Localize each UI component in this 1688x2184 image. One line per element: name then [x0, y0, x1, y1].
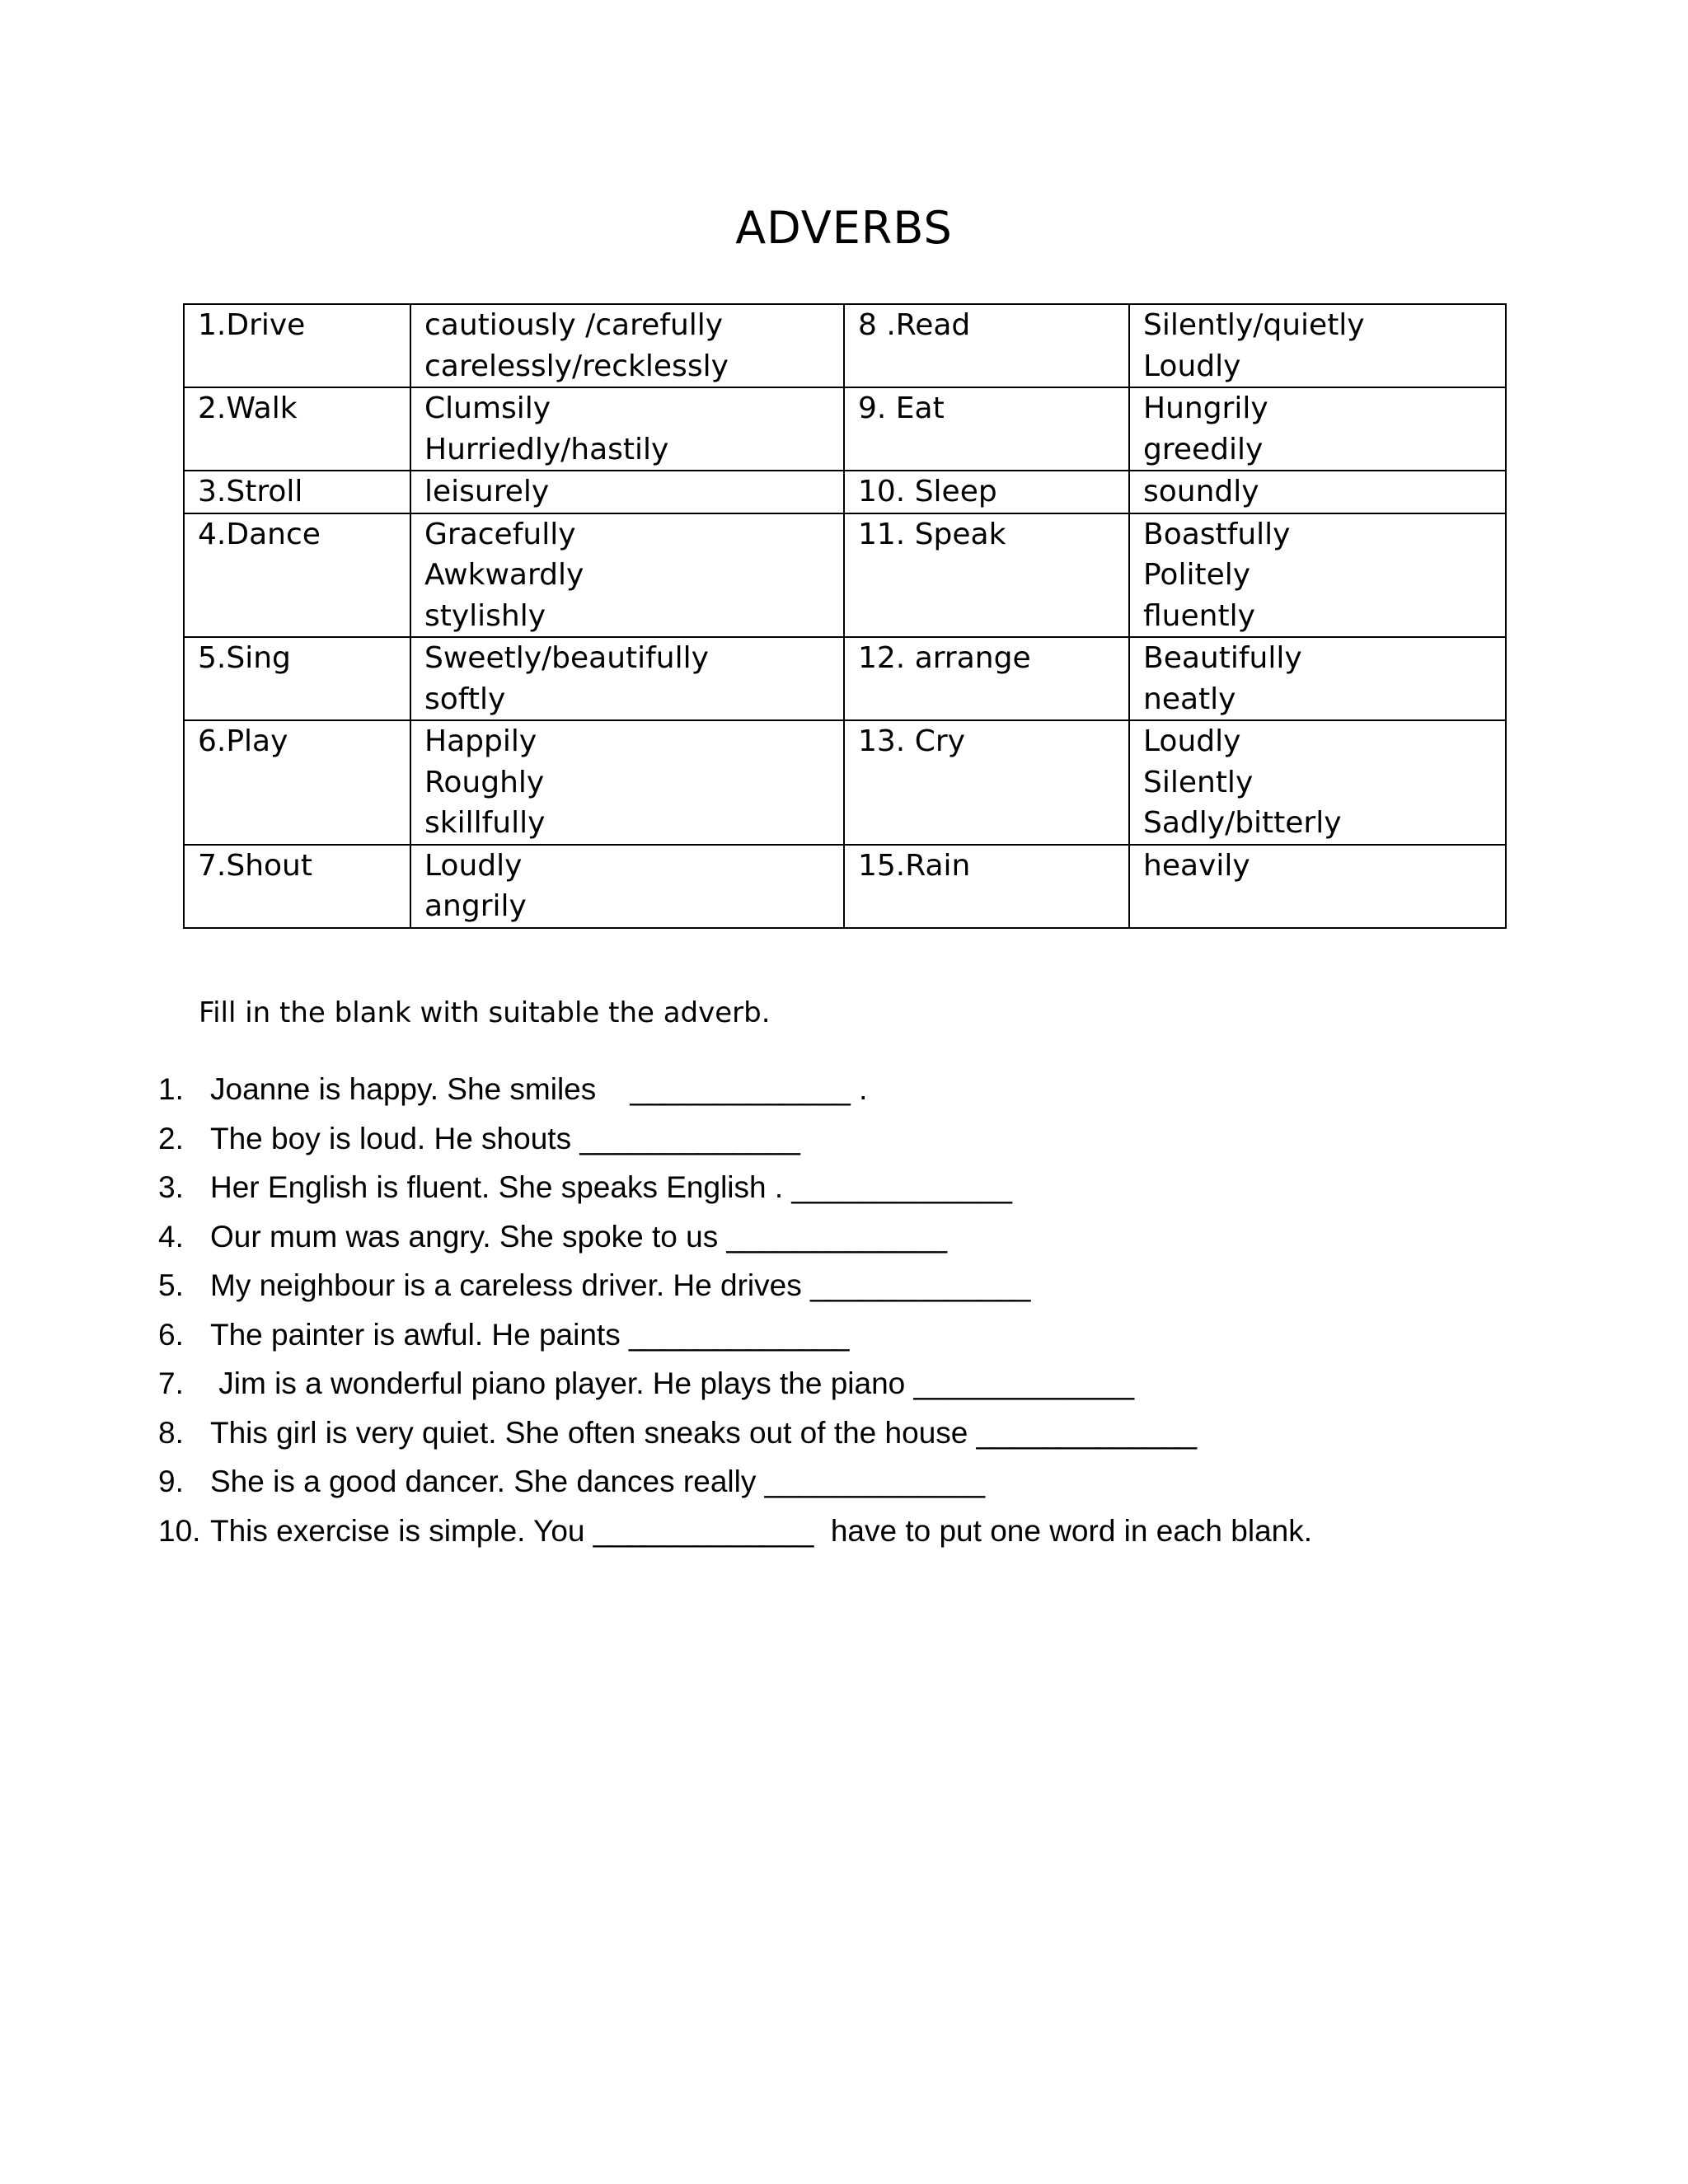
adverb-text: Sweetly/beautifully [424, 641, 709, 675]
exercise-number: 4. [158, 1219, 184, 1254]
exercise-text: The painter is awful. He paints _____________ [210, 1317, 850, 1352]
exercise-number: 9. [158, 1465, 184, 1498]
adverb-text: Boastfully [1143, 517, 1291, 551]
adverb-text: angrily [424, 889, 527, 923]
exercise-item [158, 1163, 1312, 1212]
table-row [184, 304, 1506, 387]
exercise-item [158, 1359, 1312, 1408]
adverb-text: Silently [1143, 765, 1254, 799]
adverb-cell [410, 720, 844, 845]
adverb-cell [410, 471, 844, 513]
verb-cell: 5.Sing [184, 637, 410, 720]
exercise-item [158, 1114, 1312, 1164]
adverb-cell [410, 637, 844, 720]
adverb-text: Roughly [424, 765, 545, 799]
adverb-text: Gracefully [424, 517, 576, 551]
exercise-text: This exercise is simple. You _____________ have to put one word in each blank. [210, 1513, 1313, 1548]
adverb-cell [410, 387, 844, 471]
adverb-text: Awkwardly [424, 558, 584, 592]
adverb-cell [410, 513, 844, 638]
exercise-item [158, 1212, 1312, 1262]
adverb-cell [1129, 513, 1506, 638]
exercise-number: 10. [158, 1513, 201, 1548]
adverb-cell [1129, 387, 1506, 471]
exercise-item [158, 1310, 1312, 1360]
verb-cell: 8 .Read [844, 304, 1129, 387]
adverb-text: Clumsily [424, 391, 551, 425]
table-row [184, 513, 1506, 638]
table-row [184, 471, 1506, 513]
adverb-text: neatly [1143, 682, 1236, 716]
adverb-text: heavily [1143, 848, 1250, 883]
adverb-table [183, 303, 1507, 929]
adverb-text: Hungrily [1143, 391, 1268, 425]
page-title: ADVERBS [735, 202, 953, 254]
adverb-text: Loudly [1143, 349, 1241, 383]
verb-cell: 12. arrange [844, 637, 1129, 720]
verb-cell: 11. Speak [844, 513, 1129, 638]
verb-cell: 1.Drive [184, 304, 410, 387]
adverb-cell [410, 845, 844, 928]
exercise-number: 1. [158, 1072, 184, 1106]
exercise-item [158, 1408, 1312, 1458]
exercise-text: Joanne is happy. She smiles _____________ . [210, 1072, 868, 1106]
exercise-number: 5. [158, 1268, 184, 1302]
verb-cell: 10. Sleep [844, 471, 1129, 513]
adverb-cell [410, 304, 844, 387]
adverb-text: greedily [1143, 432, 1264, 466]
verb-cell: 9. Eat [844, 387, 1129, 471]
verb-cell: 15.Rain [844, 845, 1129, 928]
verb-cell: 4.Dance [184, 513, 410, 638]
instruction-text: Fill in the blank with suitable the adverb. [199, 996, 771, 1029]
verb-cell: 13. Cry [844, 720, 1129, 845]
adverb-text: Hurriedly/hastily [424, 432, 669, 466]
adverb-cell [1129, 471, 1506, 513]
adverb-text: Happily [424, 724, 537, 758]
exercise-item [158, 1261, 1312, 1310]
exercise-text: Jim is a wonderful piano player. He plays the piano _____________ [210, 1366, 1135, 1400]
verb-cell: 3.Stroll [184, 471, 410, 513]
adverb-text: softly [424, 682, 506, 716]
adverb-text: cautiously /carefully [424, 308, 724, 342]
adverb-text: fluently [1143, 598, 1255, 633]
adverb-text: Beautifully [1143, 641, 1302, 675]
adverb-text: Silently/quietly [1143, 308, 1365, 342]
adverb-cell [1129, 637, 1506, 720]
adverb-text: Loudly [1143, 724, 1241, 758]
exercise-number: 6. [158, 1317, 184, 1352]
exercise-item [158, 1457, 1312, 1507]
exercise-text: My neighbour is a careless driver. He drives _____________ [210, 1268, 1031, 1302]
exercise-text: The boy is loud. He shouts _____________ [210, 1121, 800, 1155]
exercise-list [158, 1065, 1312, 1555]
verb-cell: 6.Play [184, 720, 410, 845]
exercise-number: 2. [158, 1121, 184, 1155]
adverb-text: stylishly [424, 598, 546, 633]
exercise-text: Our mum was angry. She spoke to us _____________ [210, 1219, 948, 1254]
exercise-item [158, 1065, 1312, 1114]
exercise-text: Her English is fluent. She speaks English . _____________ [210, 1170, 1012, 1204]
adverb-text: Loudly [424, 848, 523, 883]
exercise-number: 7. [158, 1366, 184, 1400]
exercise-text: This girl is very quiet. She often sneaks out of the house _____________ [210, 1415, 1198, 1450]
table-row [184, 720, 1506, 845]
exercise-number: 8. [158, 1415, 184, 1450]
table-row [184, 637, 1506, 720]
verb-cell: 7.Shout [184, 845, 410, 928]
exercise-item [158, 1507, 1312, 1556]
adverb-cell [1129, 720, 1506, 845]
verb-cell: 2.Walk [184, 387, 410, 471]
adverb-text: leisurely [424, 475, 550, 509]
table-row [184, 845, 1506, 928]
adverb-text: soundly [1143, 475, 1259, 509]
exercise-number: 3. [158, 1170, 184, 1204]
exercise-text: She is a good dancer. She dances really _____________ [210, 1465, 986, 1498]
adverb-text: carelessly/recklessly [424, 349, 729, 383]
adverb-cell [1129, 845, 1506, 928]
adverb-text: Politely [1143, 558, 1251, 592]
table-row [184, 387, 1506, 471]
adverb-text: skillfully [424, 806, 546, 840]
adverb-cell [1129, 304, 1506, 387]
adverb-text: Sadly/bitterly [1143, 806, 1342, 840]
